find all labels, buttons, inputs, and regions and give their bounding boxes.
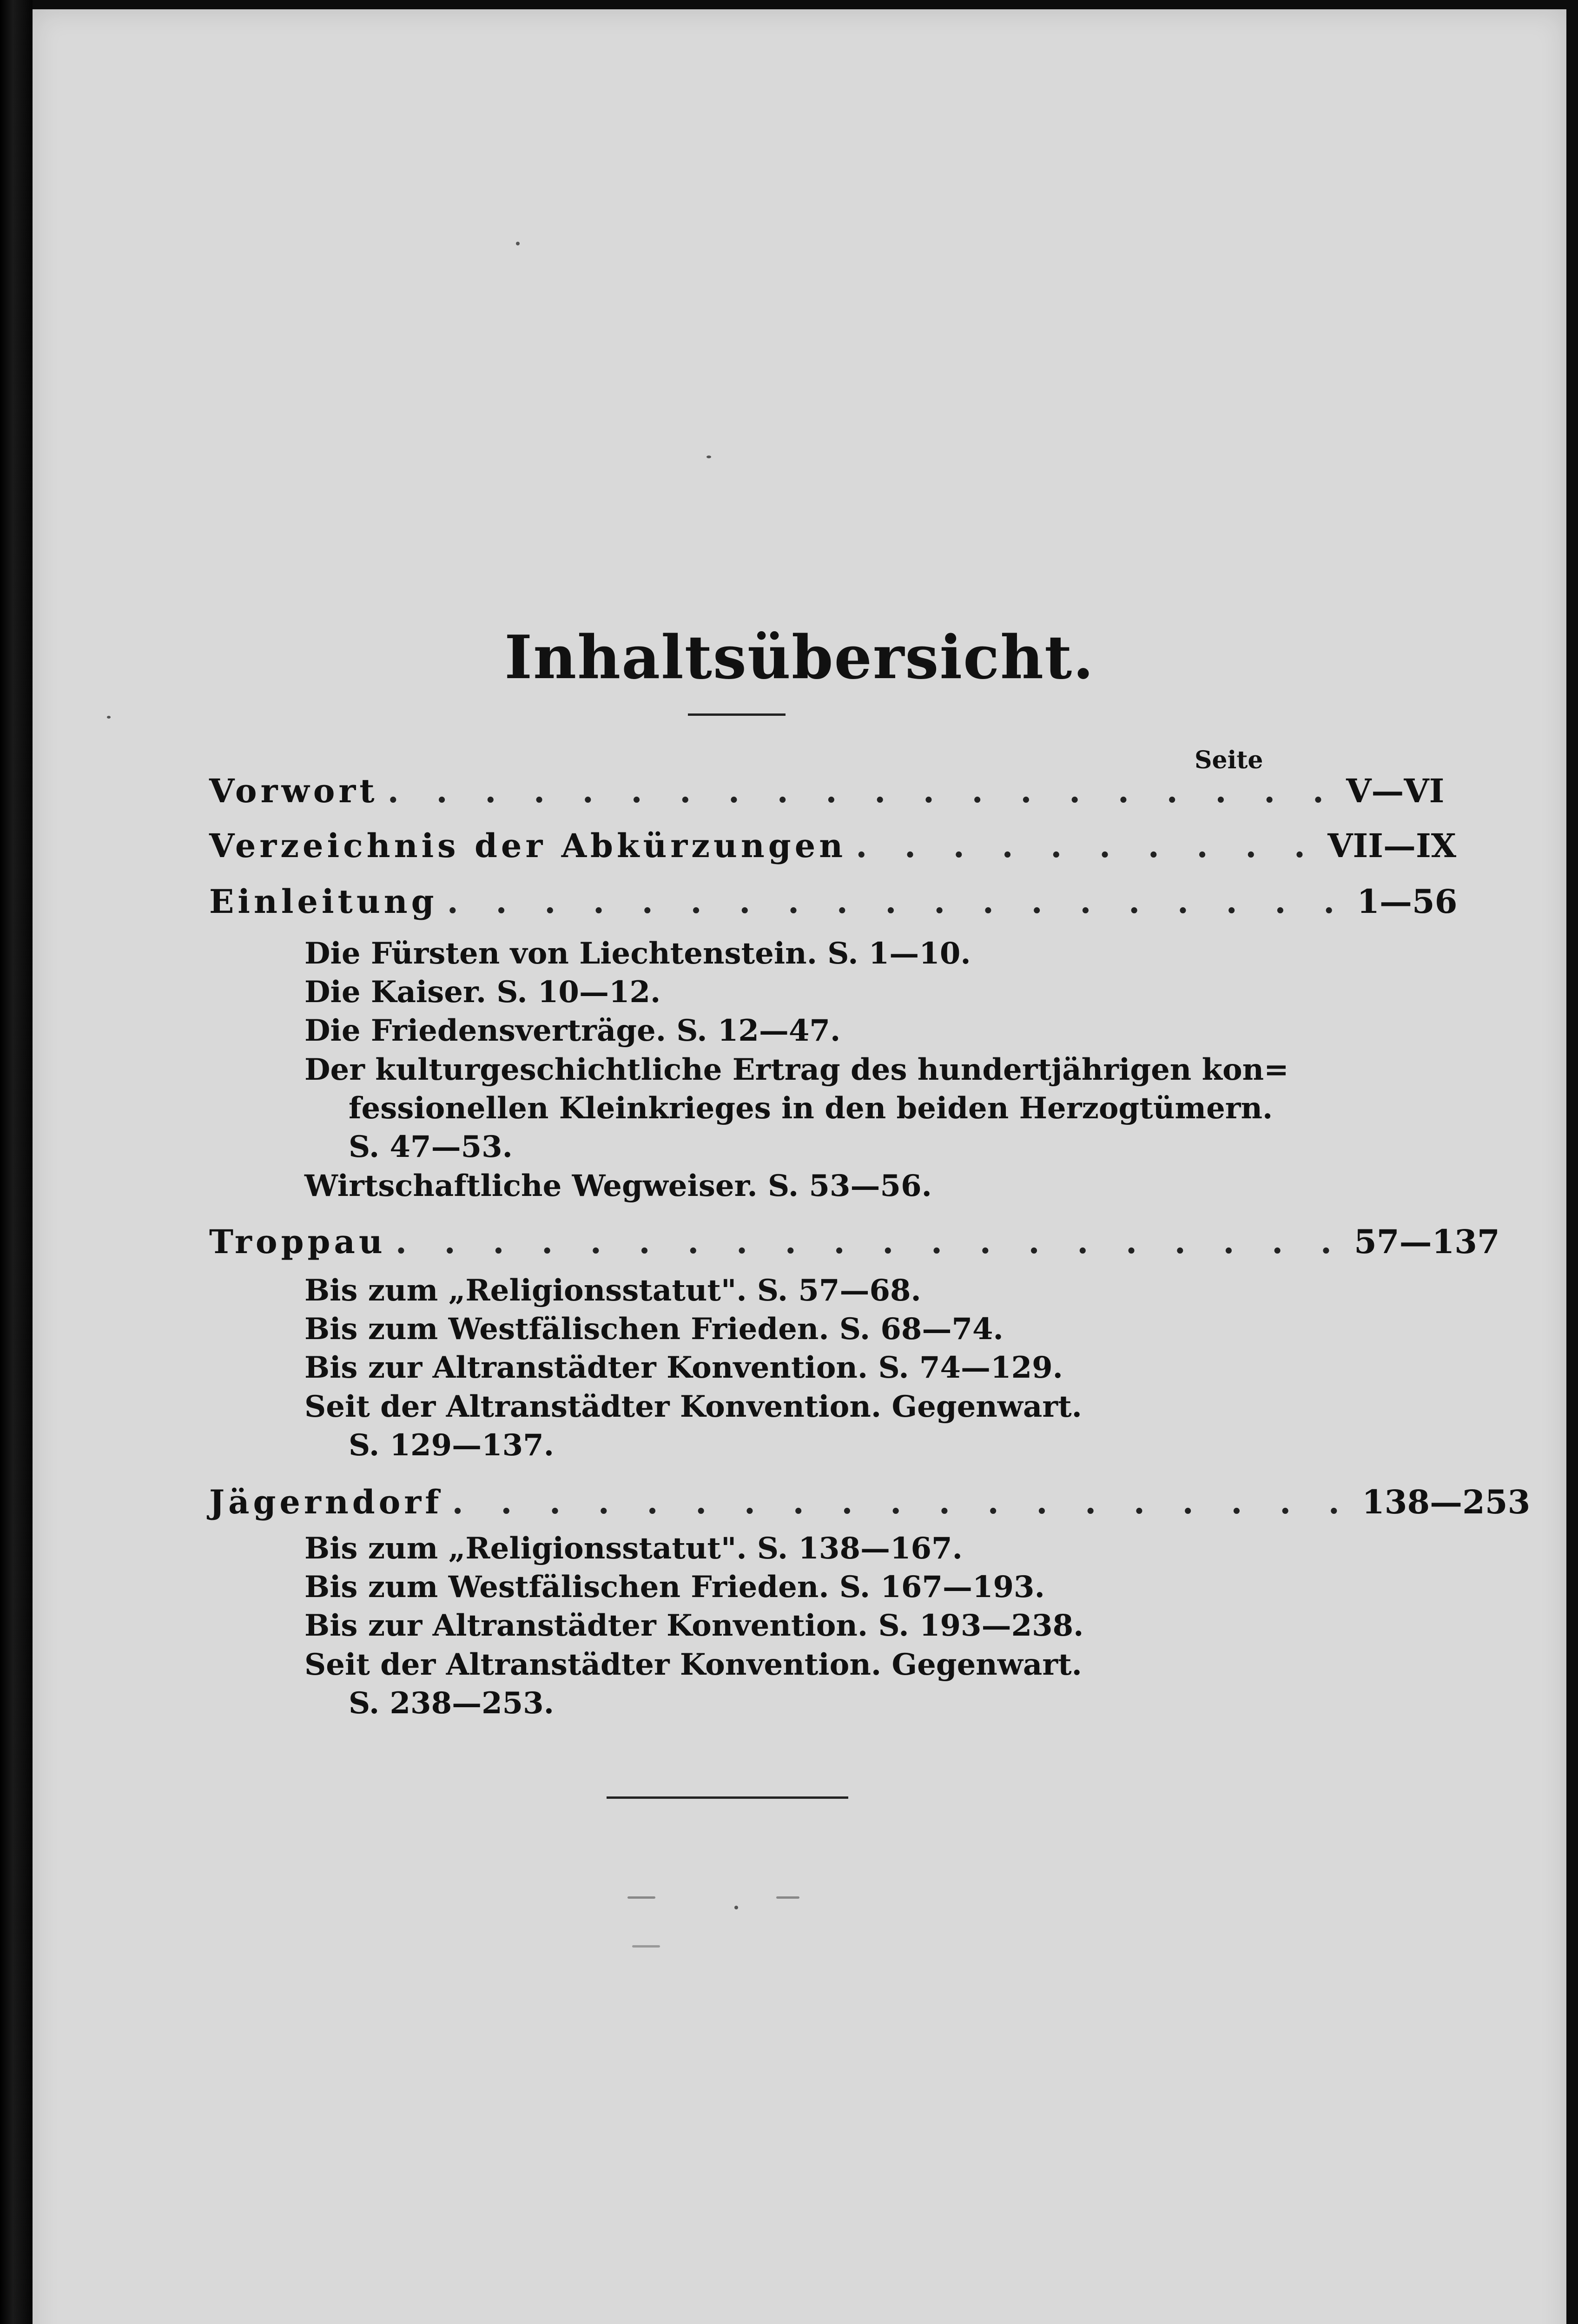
- toc-entry-pages: 138—253: [1362, 1483, 1531, 1521]
- paper-speck: [706, 456, 711, 458]
- title-divider: [688, 713, 786, 716]
- paper-speck: [632, 1945, 660, 1948]
- toc-entry-vorwort: [209, 772, 1445, 810]
- page-column-header: Seite: [1195, 746, 1263, 774]
- toc-entry-label: Vorwort: [209, 772, 378, 810]
- toc-entry-abkuerzungen: [209, 826, 1457, 865]
- toc-entry-troppau: [209, 1222, 1500, 1261]
- dot-leader: . . . . . . . . . .: [856, 826, 1319, 865]
- closing-divider: [607, 1796, 848, 1799]
- page-title: Inhaltsübersicht.: [504, 623, 1095, 693]
- paper-speck: [107, 716, 111, 719]
- paper-speck: [627, 1896, 655, 1899]
- toc-subentry: S. 129—137.: [349, 1428, 554, 1463]
- toc-entry-label: Verzeichnis der Abkürzungen: [209, 826, 847, 865]
- dot-leader: . . . . . . . . . . . . . . . . . . . .: [395, 1222, 1345, 1261]
- toc-entry-label: Jägerndorf: [209, 1483, 443, 1521]
- toc-subentry: S. 238—253.: [349, 1686, 554, 1721]
- toc-subentry: Der kulturgeschichtliche Ertrag des hundertjährigen kon=: [304, 1052, 1289, 1087]
- dot-leader: . . . . . . . . . . . . . . . . . . .: [447, 882, 1348, 921]
- toc-subentry: Bis zum Westfälischen Frieden. S. 167—193.: [304, 1570, 1045, 1604]
- book-spine-edge: [0, 0, 33, 2324]
- toc-subentry: Seit der Altranstädter Konvention. Gegenwart.: [304, 1647, 1082, 1682]
- toc-entry-label: Troppau: [209, 1222, 386, 1261]
- toc-subentry: Bis zum „Religionsstatut". S. 138—167.: [304, 1531, 963, 1566]
- toc-subentry: Die Fürsten von Liechtenstein. S. 1—10.: [304, 936, 971, 971]
- dot-leader: . . . . . . . . . . . . . . . . . . .: [452, 1483, 1353, 1521]
- toc-entry-jaegerndorf: [209, 1483, 1531, 1521]
- toc-entry-pages: VII—IX: [1327, 826, 1457, 865]
- paper-speck: [776, 1896, 799, 1899]
- toc-subentry: Bis zur Altranstädter Konvention. S. 74—129.: [304, 1350, 1063, 1385]
- toc-entry-pages: 57—137: [1354, 1222, 1500, 1261]
- toc-subentry: Bis zum Westfälischen Frieden. S. 68—74.: [304, 1312, 1004, 1347]
- toc-subentry: Die Kaiser. S. 10—12.: [304, 975, 661, 1010]
- toc-entry-pages: 1—56: [1357, 882, 1458, 921]
- toc-entry-pages: V—VI: [1346, 772, 1445, 810]
- toc-subentry: Seit der Altranstädter Konvention. Gegenwart.: [304, 1389, 1082, 1424]
- toc-entry-einleitung: [209, 882, 1458, 921]
- toc-subentry: S. 47—53.: [349, 1129, 513, 1164]
- toc-subentry: Die Friedensverträge. S. 12—47.: [304, 1013, 841, 1048]
- dot-leader: . . . . . . . . . . . . . . . . . . . .: [387, 772, 1337, 810]
- toc-subentry: fessionellen Kleinkrieges in den beiden Herzogtümern.: [349, 1091, 1273, 1126]
- toc-subentry: Wirtschaftliche Wegweiser. S. 53—56.: [304, 1169, 932, 1203]
- toc-subentry: Bis zur Altranstädter Konvention. S. 193—238.: [304, 1608, 1084, 1643]
- book-page: [33, 9, 1566, 2324]
- paper-speck: [734, 1906, 738, 1909]
- toc-entry-label: Einleitung: [209, 882, 438, 921]
- toc-subentry: Bis zum „Religionsstatut". S. 57—68.: [304, 1273, 921, 1308]
- paper-speck: [516, 242, 520, 245]
